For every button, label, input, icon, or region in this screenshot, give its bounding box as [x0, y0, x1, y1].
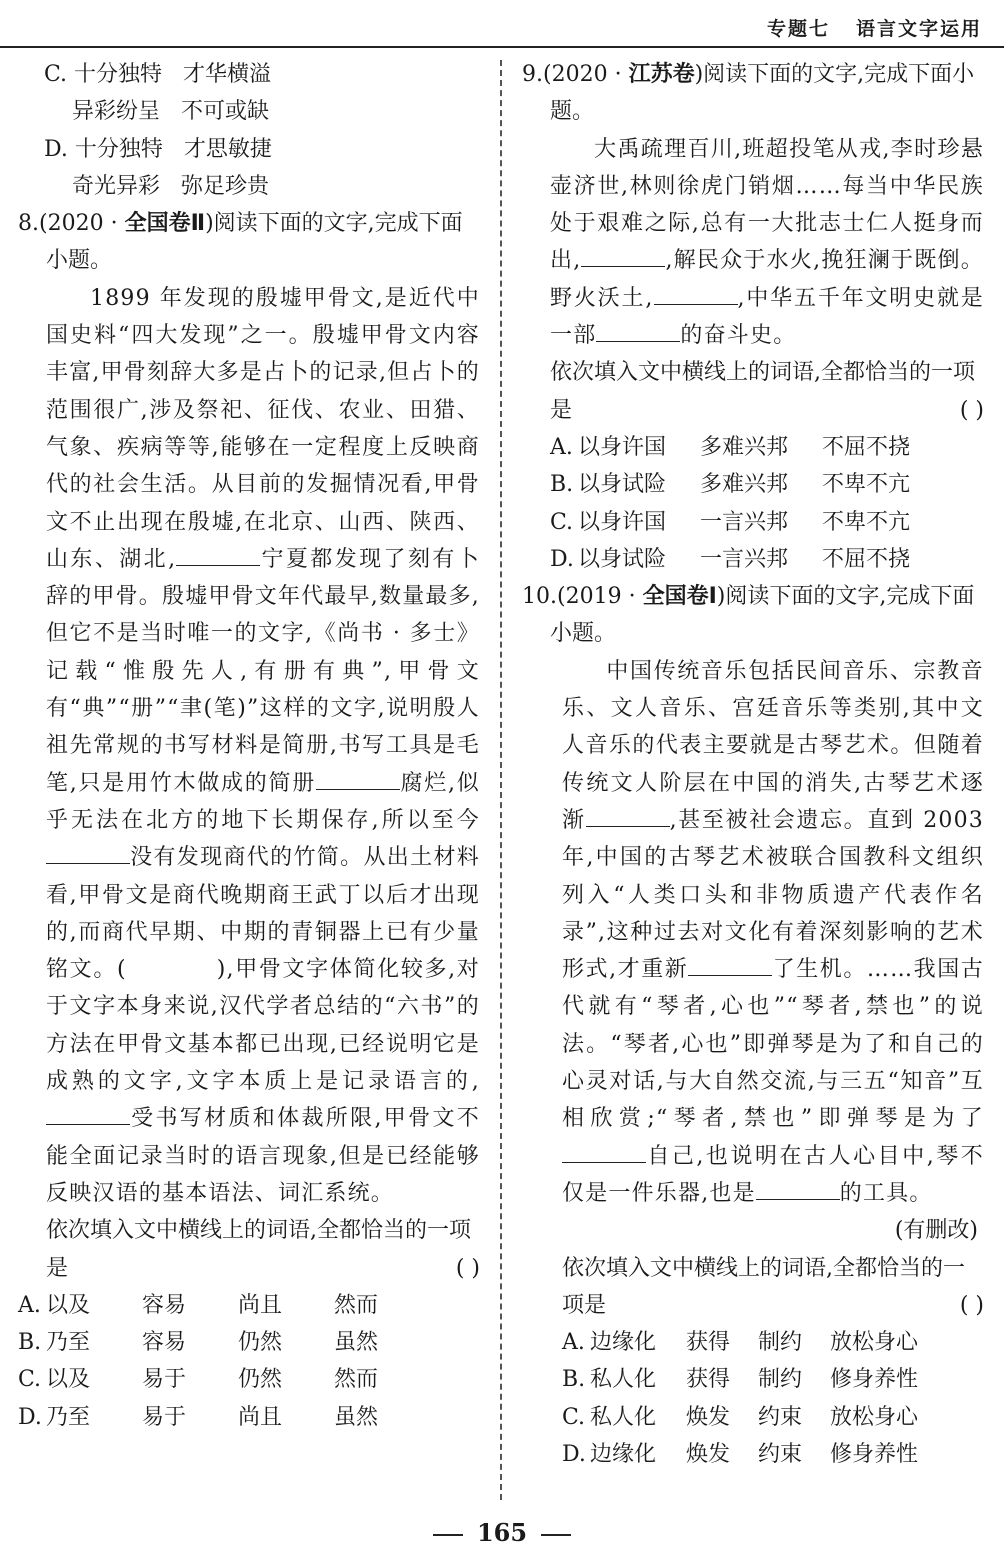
option-row	[522, 541, 984, 578]
option-term: 一言兴邦	[700, 509, 789, 535]
option-term: 焕发	[686, 1441, 731, 1467]
page-number: 165	[476, 1518, 528, 1547]
blank-2	[316, 771, 400, 790]
q9-source: 江苏卷	[628, 62, 695, 87]
option-term: 不卑不亢	[822, 472, 911, 498]
header-section: 专题七	[766, 18, 830, 40]
option-row	[522, 466, 984, 503]
option-letter: C.	[550, 509, 574, 535]
header-rule	[0, 46, 1004, 48]
option-term: 制约	[758, 1330, 803, 1356]
prev-option-c: C. 十分独特 才华横溢	[44, 62, 272, 87]
option-term: 不屈不挠	[822, 434, 911, 460]
header-title: 语言文字运用	[855, 18, 982, 40]
option-letter: A.	[562, 1330, 585, 1356]
option-letter: A.	[18, 1292, 41, 1318]
option-term: 虽然	[334, 1330, 379, 1356]
option-term: 获得	[686, 1367, 731, 1393]
question-10-passage: 中国传统音乐包括民间音乐、宗教音乐、文人音乐、宫廷音乐等类别,其中文人音乐的代表主要就是古琴艺术。但随着传统文人阶层在中国的消失,古琴艺术逐渐 ,甚至被社会遗忘。直到 2003 年,中国的古琴艺术被联合国教科文组织列入“人类口头和非物质遗产代表作名录”,这种过去对文化有着深刻影响的艺术形式,才重新 了生机。……我国古代就有“琴者,心也”“琴者,禁也”的说法。“琴者,心也”即弹琴是为了和自己的心灵对话,与大自然交流,与三五“知音”互相欣赏;“琴者,禁也”即弹琴是为了自己,也说明在古人心目中,琴不仅是一件乐器,也是 的工具。	[562, 658, 984, 1206]
option-letter: C.	[18, 1367, 42, 1393]
q8-source: 全国卷Ⅱ	[124, 211, 206, 237]
option-term: 仍然	[238, 1330, 283, 1356]
option-term: 尚且	[238, 1292, 283, 1318]
option-term: 以身试险	[578, 472, 667, 498]
option-term: 虽然	[334, 1404, 379, 1430]
blank-4	[756, 1181, 840, 1200]
option-term: 以身许国	[578, 509, 667, 535]
answer-paren: ( )	[455, 1255, 480, 1281]
option-term: 一言兴邦	[700, 546, 789, 572]
option-row	[18, 1361, 480, 1398]
answer-paren: ( )	[959, 1292, 984, 1318]
q10-source: 全国卷Ⅰ	[642, 584, 717, 610]
option-term: 边缘化	[590, 1330, 657, 1356]
option-row	[18, 1287, 480, 1324]
prev-option-d: D. 十分独特 才思敏捷	[44, 136, 272, 162]
option-term: 多难兴邦	[700, 472, 789, 498]
option-row	[522, 1436, 984, 1473]
option-term: 乃至	[46, 1404, 91, 1430]
option-letter: B.	[562, 1367, 586, 1393]
blank-1	[586, 808, 670, 827]
option-term: 焕发	[686, 1404, 731, 1430]
question-9-passage: 大禹疏理百川,班超投笔从戎,李时珍悬壶济世,林则徐虎门销烟……每当中华民族处于艰难之际,总有一大批志士仁人挺身而出, ,解民众于水火,挽狂澜于既倒。野火沃土, ,中华五千年文明史就是一部 的奋斗史。	[550, 136, 984, 349]
option-letter: A.	[550, 434, 573, 460]
option-term: 放松身心	[830, 1330, 919, 1356]
option-term: 以及	[46, 1292, 91, 1318]
question-8-passage: 1899 年发现的殷墟甲骨文,是近代中国史料“四大发现”之一。殷墟甲骨文内容丰富,甲骨刻辞大多是占卜的记录,但占卜的范围很广,涉及祭祀、征伐、农业、田猎、气象、疾病等等,能够在一定程度上反映商代的社会生活。从目前的发掘情况看,甲骨文不止出现在殷墟,在北京、山西、陕西、山东、湖北, 宁夏都发现了刻有卜辞的甲骨。殷墟甲骨文年代最早,数量最多,但它不是当时唯一的文字,《尚书 · 多士》记载“惟殷先人,有册有典”,甲骨文有“典”“册”“聿(笔)”这样的文字,说明殷人祖先常规的书写材料是简册,书写工具是毛笔,只是用竹木做成的简册 腐烂,似乎无法在北方的地下长期保存,所以至今没有发现商代的竹简。从出土材料看,甲骨文是商代晚期商王武丁以后才出现的,而商代早期、中期的青铜器上已有少量铭文。( ),甲骨文字体简化较多,对于文字本身来说,汉代学者总结的“六书”的方法在甲骨文基本都已出现,已经说明它是成熟的文字,文字本质上是记录语言的,受书写材质和体裁所限,甲骨文不能全面记录当时的语言现象,但是已经能够反映汉语的基本语法、词汇系统。	[46, 285, 480, 1206]
option-letter: C.	[562, 1404, 586, 1430]
option-term: 获得	[686, 1330, 731, 1356]
option-term: 容易	[142, 1330, 187, 1356]
option-term: 易于	[142, 1367, 187, 1393]
option-row	[18, 1399, 480, 1436]
option-term: 乃至	[46, 1330, 91, 1356]
question-8-options	[18, 1287, 480, 1436]
right-column	[522, 56, 984, 1473]
option-term: 私人化	[590, 1367, 657, 1393]
option-term: 修身养性	[830, 1441, 919, 1467]
option-letter: D.	[18, 1404, 42, 1430]
option-term: 以及	[46, 1367, 91, 1393]
option-term: 仍然	[238, 1367, 283, 1393]
question-10-heading: 10.(2019 · 全国卷Ⅰ)阅读下面的文字,完成下面小题。	[522, 584, 975, 647]
answer-paren: ( )	[959, 397, 984, 423]
option-term: 然而	[334, 1292, 379, 1318]
blank-4	[46, 1106, 130, 1125]
option-term: 约束	[758, 1441, 803, 1467]
page-footer	[0, 1518, 1004, 1547]
source-note: (有删改)	[894, 1218, 978, 1244]
question-9-options	[522, 429, 984, 578]
blank-3	[562, 1144, 646, 1163]
option-row	[522, 429, 984, 466]
option-letter: D.	[550, 546, 574, 572]
question-9-prompt: 依次填入文中横线上的词语,全都恰当的一项是 ( )	[522, 354, 984, 429]
prev-option-d-row2: 奇光异彩 弥足珍贵	[72, 173, 270, 199]
option-term: 修身养性	[830, 1367, 919, 1393]
option-term: 不屈不挠	[822, 546, 911, 572]
option-letter: B.	[18, 1330, 42, 1356]
option-term: 然而	[334, 1367, 379, 1393]
option-term: 约束	[758, 1404, 803, 1430]
blank-3	[46, 845, 130, 864]
question-10-options	[522, 1324, 984, 1473]
option-term: 制约	[758, 1367, 803, 1393]
left-column	[18, 56, 480, 1436]
prev-option-c-row2: 异彩纷呈 不可或缺	[72, 99, 270, 125]
blank-2	[654, 286, 738, 305]
option-term: 放松身心	[830, 1404, 919, 1430]
option-row	[522, 504, 984, 541]
option-row	[18, 1324, 480, 1361]
option-term: 不卑不亢	[822, 509, 911, 535]
option-term: 尚且	[238, 1404, 283, 1430]
option-term: 私人化	[590, 1404, 657, 1430]
option-letter: B.	[550, 472, 574, 498]
option-term: 多难兴邦	[700, 434, 789, 460]
option-row	[522, 1361, 984, 1398]
column-divider	[500, 60, 502, 1500]
question-8-heading: 8.(2020 · 全国卷Ⅱ)阅读下面的文字,完成下面小题。	[18, 211, 463, 274]
option-term: 以身许国	[578, 434, 667, 460]
blank-1	[176, 547, 260, 566]
option-letter: D.	[562, 1441, 586, 1467]
option-term: 容易	[142, 1292, 187, 1318]
blank-2	[688, 957, 772, 976]
option-term: 以身试险	[578, 546, 667, 572]
option-term: 易于	[142, 1404, 187, 1430]
question-10-prompt: 依次填入文中横线上的词语,全都恰当的一项是 ( )	[522, 1250, 984, 1325]
option-term: 边缘化	[590, 1441, 657, 1467]
blank-1	[581, 248, 665, 267]
option-row	[522, 1324, 984, 1361]
blank-3	[596, 323, 680, 342]
option-row	[522, 1399, 984, 1436]
question-8-prompt: 依次填入文中横线上的词语,全都恰当的一项是 ( )	[18, 1212, 480, 1287]
running-header	[767, 14, 982, 41]
question-9-heading: 9.(2020 · 江苏卷)阅读下面的文字,完成下面小题。	[522, 62, 975, 125]
